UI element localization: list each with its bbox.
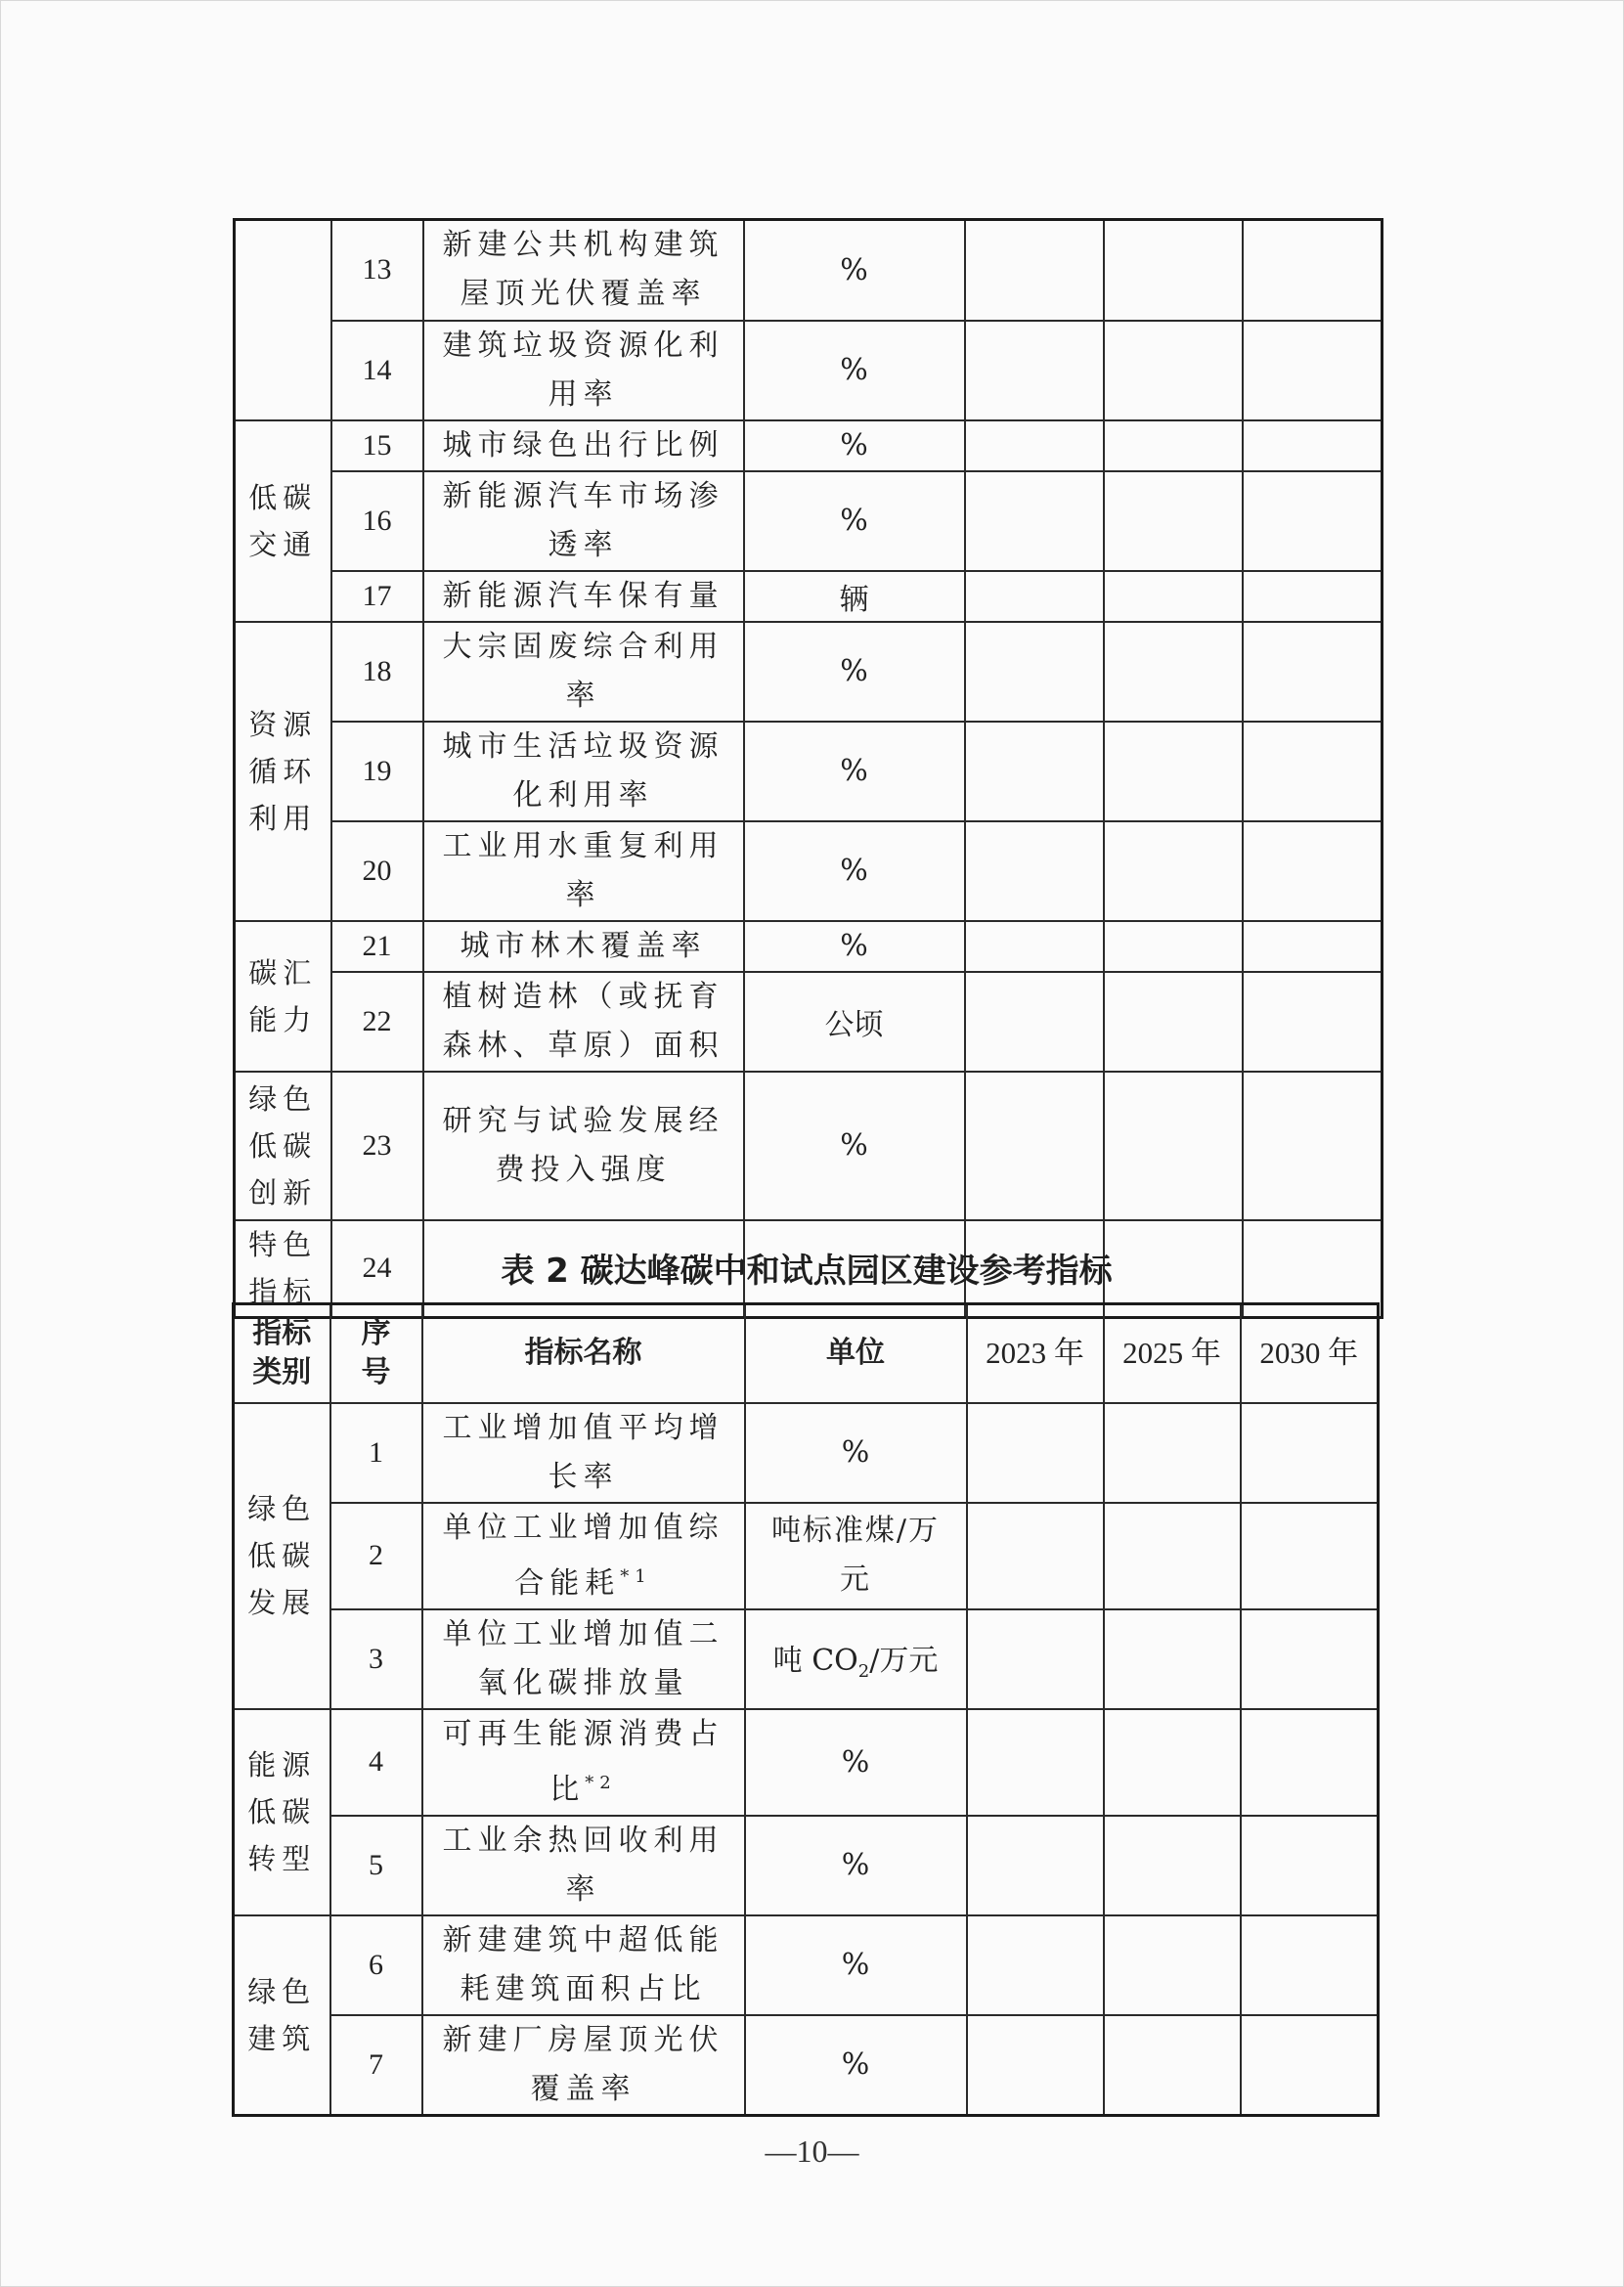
indicator-name (422, 1503, 745, 1609)
footnote-marker: *2 (585, 1772, 617, 1793)
value-2030-cell (1243, 571, 1383, 622)
unit-cell: % (745, 1403, 967, 1503)
value-2030-cell (1243, 921, 1383, 972)
indicator-name: 城市林木覆盖率 (423, 921, 744, 972)
row-number: 22 (331, 972, 423, 1072)
table-row (235, 471, 1383, 571)
value-2030-cell (1241, 2015, 1379, 2116)
indicator-name (422, 1709, 745, 1816)
value-2025-cell (1104, 420, 1243, 471)
value-2025-cell (1104, 1609, 1241, 1709)
row-number: 7 (330, 2015, 422, 2116)
value-2023-cell (965, 622, 1104, 722)
indicator-name: 城市生活垃圾资源化利用率 (423, 722, 744, 821)
value-2025-cell (1104, 1709, 1241, 1816)
indicator-name: 工业用水重复利用率 (423, 821, 744, 921)
row-number: 13 (331, 220, 423, 321)
unit-cell: % (745, 2015, 967, 2116)
header-2030: 2030 年 (1241, 1304, 1379, 1403)
value-2023-cell (965, 571, 1104, 622)
row-number: 21 (331, 921, 423, 972)
indicator-name: 研究与试验发展经费投入强度 (423, 1072, 744, 1220)
value-2030-cell (1243, 622, 1383, 722)
row-number: 17 (331, 571, 423, 622)
unit-cell: % (744, 622, 965, 722)
table-row (235, 622, 1383, 722)
table-row (235, 1072, 1383, 1220)
value-2023-cell (967, 1915, 1104, 2015)
row-number: 3 (330, 1609, 422, 1709)
indicator-name-text: 单位工业增加值综合能耗 (442, 1510, 724, 1601)
unit-cell: % (744, 471, 965, 571)
table-row (235, 821, 1383, 921)
category-carbon-sink: 碳汇能力 (235, 921, 331, 1072)
table-row (235, 321, 1383, 420)
value-2025-cell (1104, 972, 1243, 1072)
value-2025-cell (1104, 1403, 1241, 1503)
unit-cell: % (744, 1072, 965, 1220)
category-special-indicators: 特色指标 (235, 1220, 331, 1318)
value-2023-cell (965, 972, 1104, 1072)
table-row (234, 1709, 1379, 1816)
value-2025-cell (1104, 921, 1243, 972)
indicator-name: 工业增加值平均增长率 (422, 1403, 745, 1503)
indicator-table-continued (233, 218, 1383, 1319)
row-number: 15 (331, 420, 423, 471)
header-number: 序号 (330, 1304, 422, 1403)
unit-cell: 辆 (744, 571, 965, 622)
unit-text: 吨 CO (772, 1644, 858, 1678)
unit-cell: % (744, 921, 965, 972)
value-2030-cell (1243, 821, 1383, 921)
row-number: 4 (330, 1709, 422, 1816)
value-2023-cell (965, 821, 1104, 921)
table-row (235, 220, 1383, 321)
indicator-name-text: 可再生能源消费占比 (442, 1716, 724, 1807)
unit-cell: % (745, 1709, 967, 1816)
row-number: 5 (330, 1816, 422, 1915)
table-row (234, 2015, 1379, 2116)
category-green-building: 绿色建筑 (234, 1915, 330, 2116)
category-low-carbon-transport: 低碳交通 (235, 420, 331, 622)
row-number: 16 (331, 471, 423, 571)
category-green-innovation: 绿色低碳创新 (235, 1072, 331, 1220)
unit-cell (745, 1609, 967, 1709)
header-2023: 2023 年 (967, 1304, 1104, 1403)
value-2025-cell (1104, 2015, 1241, 2116)
header-2025: 2025 年 (1104, 1304, 1241, 1403)
unit-text-suffix: /万元 (869, 1644, 939, 1678)
value-2030-cell (1243, 420, 1383, 471)
value-2025-cell (1104, 821, 1243, 921)
value-2030-cell (1241, 1709, 1379, 1816)
unit-cell: % (745, 1915, 967, 2015)
indicator-name: 城市绿色出行比例 (423, 420, 744, 471)
value-2023-cell (965, 722, 1104, 821)
table-row (234, 1403, 1379, 1503)
category-resource-recycling: 资源循环利用 (235, 622, 331, 921)
unit-cell: 吨标准煤/万元 (745, 1503, 967, 1609)
value-2025-cell (1104, 471, 1243, 571)
row-number: 18 (331, 622, 423, 722)
value-2023-cell (967, 1816, 1104, 1915)
value-2023-cell (967, 1609, 1104, 1709)
value-2025-cell (1104, 1503, 1241, 1609)
value-2030-cell (1243, 1072, 1383, 1220)
value-2030-cell (1243, 220, 1383, 321)
value-2030-cell (1241, 1915, 1379, 2015)
category-green-development: 绿色低碳发展 (234, 1403, 330, 1709)
page-number: —10— (765, 2133, 859, 2169)
indicator-name: 新建厂房屋顶光伏覆盖率 (422, 2015, 745, 2116)
indicator-name: 建筑垃圾资源化利用率 (423, 321, 744, 420)
value-2025-cell (1104, 1816, 1241, 1915)
value-2023-cell (965, 220, 1104, 321)
header-name: 指标名称 (422, 1304, 745, 1403)
table-row (234, 1915, 1379, 2015)
row-number: 19 (331, 722, 423, 821)
table-row (234, 1503, 1379, 1609)
row-number: 14 (331, 321, 423, 420)
value-2023-cell (965, 471, 1104, 571)
value-2025-cell (1104, 571, 1243, 622)
table-row (235, 722, 1383, 821)
value-2030-cell (1243, 972, 1383, 1072)
value-2023-cell (967, 1709, 1104, 1816)
table-caption: 表 2 碳达峰碳中和试点园区建设参考指标 (501, 1252, 1113, 1291)
row-number: 24 (331, 1220, 423, 1318)
indicator-name: 单位工业增加值二氧化碳排放量 (422, 1609, 745, 1709)
unit-cell: % (744, 722, 965, 821)
table-row (234, 1609, 1379, 1709)
table-row (235, 972, 1383, 1072)
indicator-name: 工业余热回收利用率 (422, 1816, 745, 1915)
value-2023-cell (965, 921, 1104, 972)
value-2025-cell (1104, 722, 1243, 821)
row-number: 6 (330, 1915, 422, 2015)
indicator-name: 新建公共机构建筑屋顶光伏覆盖率 (423, 220, 744, 321)
value-2023-cell (965, 321, 1104, 420)
row-number: 1 (330, 1403, 422, 1503)
table-row (235, 420, 1383, 471)
value-2025-cell (1104, 1915, 1241, 2015)
unit-cell: % (744, 420, 965, 471)
unit-cell: % (745, 1816, 967, 1915)
value-2023-cell (967, 2015, 1104, 2116)
footnote-marker: *1 (620, 1565, 652, 1587)
unit-cell: 公顷 (744, 972, 965, 1072)
value-2030-cell (1241, 1403, 1379, 1503)
unit-cell: % (744, 321, 965, 420)
value-2030-cell (1241, 1816, 1379, 1915)
category-energy-transition: 能源低碳转型 (234, 1709, 330, 1915)
indicator-name: 新能源汽车保有量 (423, 571, 744, 622)
unit-cell: % (744, 821, 965, 921)
row-number: 2 (330, 1503, 422, 1609)
value-2023-cell (965, 420, 1104, 471)
table-row (235, 921, 1383, 972)
indicator-name: 大宗固废综合利用率 (423, 622, 744, 722)
value-2030-cell (1241, 1503, 1379, 1609)
value-2030-cell (1243, 321, 1383, 420)
indicator-name: 新能源汽车市场渗透率 (423, 471, 744, 571)
table-row (235, 571, 1383, 622)
value-2025-cell (1104, 622, 1243, 722)
indicator-name: 植树造林（或抚育森林、草原）面积 (423, 972, 744, 1072)
pilot-park-indicator-table (232, 1302, 1380, 2117)
value-2025-cell (1104, 321, 1243, 420)
value-2030-cell (1243, 471, 1383, 571)
unit-cell: % (744, 220, 965, 321)
indicator-name: 新建建筑中超低能耗建筑面积占比 (422, 1915, 745, 2015)
value-2030-cell (1243, 722, 1383, 821)
table-header-row (234, 1304, 1379, 1403)
header-category: 指标类别 (234, 1304, 330, 1403)
row-number: 23 (331, 1072, 423, 1220)
value-2030-cell (1241, 1609, 1379, 1709)
row-number: 20 (331, 821, 423, 921)
value-2025-cell (1104, 220, 1243, 321)
category-cell-empty (235, 220, 331, 420)
value-2025-cell (1104, 1072, 1243, 1220)
value-2023-cell (967, 1403, 1104, 1503)
value-2023-cell (965, 1072, 1104, 1220)
value-2023-cell (967, 1503, 1104, 1609)
unit-subscript: 2 (857, 1661, 870, 1682)
header-unit: 单位 (745, 1304, 967, 1403)
table-row (234, 1816, 1379, 1915)
